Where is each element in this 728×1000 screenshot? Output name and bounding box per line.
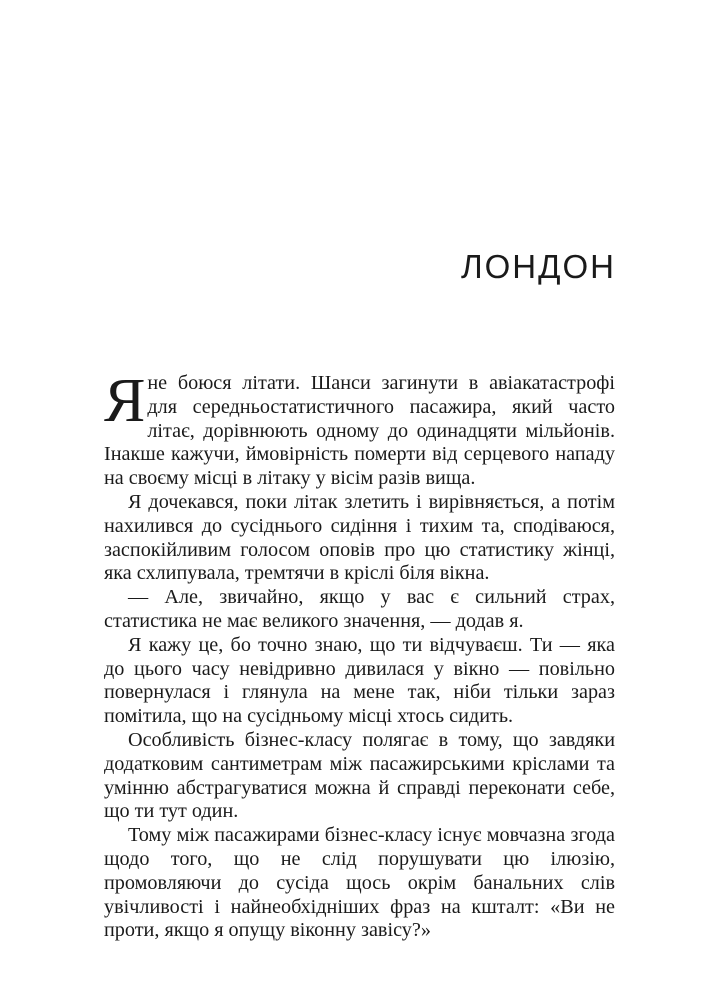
paragraph: Я дочекався, поки літак злетить і вирівняється, а потім нахилився до сусіднього сидіння і тихим та, сподіваюся, заспокійливим голосом оповів про цю статистику жінці, яка схлипувала, тремтячи в кріслі біля вікна. (104, 490, 615, 585)
drop-cap: Я (104, 367, 146, 435)
paragraph: Я кажу це, бо точно знаю, що ти відчуваєш. Ти — яка до цього часу невідривно дивилася у вікно — повільно повернулася і глянула на мене так, ніби тільки зараз помітила, що на сусідньому місці хтось сидить. (104, 633, 615, 728)
paragraph: Тому між пасажирами бізнес-класу існує мовчазна згода щодо того, що не слід порушувати цю ілюзію, промовляючи до сусіда щось окрім банальних слів увічливості і найнеобхідніших фраз на кшталт: «Ви не проти, якщо я опущу віконну завісу?» (104, 824, 615, 942)
paragraph (104, 367, 615, 491)
paragraph: — Але, звичайно, якщо у вас є сильний страх, статистика не має великого значення, — додав я. (104, 586, 615, 632)
chapter-title: ЛОНДОН (460, 248, 616, 285)
chapter-body (104, 367, 615, 943)
paragraph: Особливість бізнес-класу полягає в тому, що завдяки додатковим сантиметрам між пасажирськими кріслами та умінню абстрагуватися можна й справді переконати себе, що ти тут один. (104, 728, 615, 823)
paragraph-text: не боюся літати. Шанси загинути в авіакатастрофі для середньостатистичного пасажира, який часто літає, дорівнюють одному до одинадцяти мільйонів. Інакше кажучи, ймовірність померти від серцевого нападу на своєму місці в літаку у вісім разів вища. (104, 372, 615, 490)
